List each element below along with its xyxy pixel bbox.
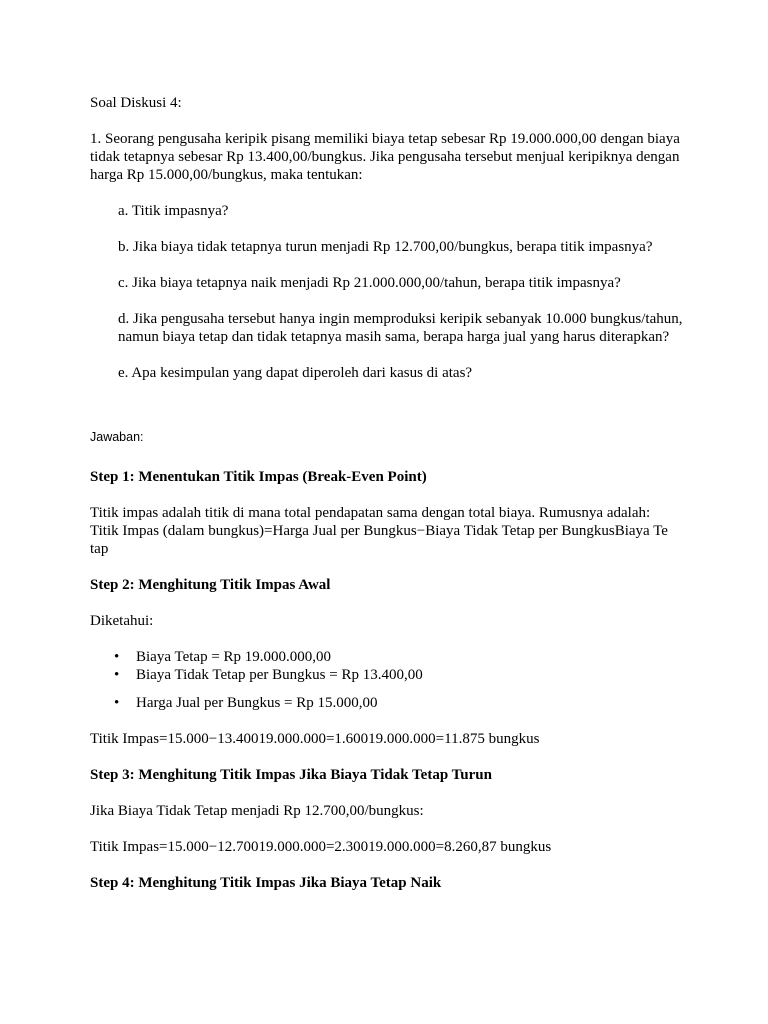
step1-text-line1: Titik impas adalah titik di mana total pendapatan sama dengan total biaya. Rumusnya adalah: — [90, 505, 651, 521]
step1-heading: Step 1: Menentukan Titik Impas (Break-Even Point) — [90, 469, 427, 485]
document-title: Soal Diskusi 4: — [90, 95, 182, 111]
sub-question-e: e. Apa kesimpulan yang dapat diperoleh dari kasus di atas? — [118, 365, 473, 381]
step1-text-line2: Titik Impas (dalam bungkus)=Harga Jual per Bungkus−Biaya Tidak Tetap per BungkusBiaya Te — [90, 523, 668, 539]
sub-question-d: d. Jika pengusaha tersebut hanya ingin memproduksi keripik sebanyak 10.000 bungkus/tahun, namun biaya tetap dan tidak tetapnya masih sama, berapa harga jual yang harus diterapkan? — [118, 311, 683, 345]
question-intro: 1. Seorang pengusaha keripik pisang memiliki biaya tetap sebesar Rp 19.000.000,00 dengan biaya tidak tetapnya sebesar Rp 13.400,00/bungkus. Jika pengusaha tersebut menjual keripiknya dengan harga Rp 15.000,00/bungkus, maka tentukan: — [90, 131, 680, 183]
step1-text-line3: tap — [90, 541, 109, 557]
document-page — [90, 94, 690, 892]
sub-question-a: a. Titik impasnya? — [118, 203, 229, 219]
step2-heading: Step 2: Menghitung Titik Impas Awal — [90, 577, 331, 593]
sub-question-b: b. Jika biaya tidak tetapnya turun menjadi Rp 12.700,00/bungkus, berapa titik impasnya? — [118, 239, 653, 255]
sub-question-c: c. Jika biaya tetapnya naik menjadi Rp 21.000.000,00/tahun, berapa titik impasnya? — [118, 275, 621, 291]
step2-known-list — [90, 648, 690, 712]
step3-text: Jika Biaya Tidak Tetap menjadi Rp 12.700,00/bungkus: — [90, 803, 424, 819]
step2-formula: Titik Impas=15.000−13.40019.000.000=1.60019.000.000=11.875 bungkus — [90, 731, 540, 747]
step4-heading: Step 4: Menghitung Titik Impas Jika Biaya Tetap Naik — [90, 875, 442, 891]
answer-label: Jawaban: — [90, 430, 144, 444]
list-item: • Biaya Tetap = Rp 19.000.000,00 — [136, 648, 690, 666]
step3-formula: Titik Impas=15.000−12.70019.000.000=2.30019.000.000=8.260,87 bungkus — [90, 839, 552, 855]
list-item: • Harga Jual per Bungkus = Rp 15.000,00 — [136, 694, 690, 712]
step3-heading: Step 3: Menghitung Titik Impas Jika Biaya Tidak Tetap Turun — [90, 767, 492, 783]
list-item: • Biaya Tidak Tetap per Bungkus = Rp 13.400,00 — [136, 666, 690, 684]
step2-known-label: Diketahui: — [90, 613, 154, 629]
